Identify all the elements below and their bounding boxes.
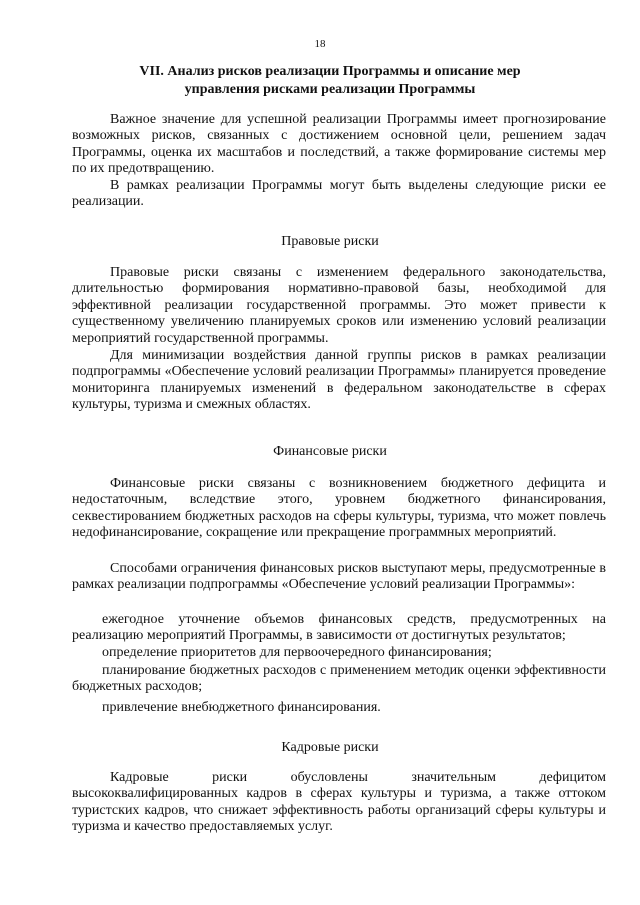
financial-measure-item-3: планирование бюджетных расходов с применением методик оценки эффективности бюджетных расходов; [72, 663, 606, 695]
section-title-line-1: VII. Анализ рисков реализации Программы и описание мер [139, 64, 521, 79]
legal-risks-heading: Правовые риски [281, 234, 379, 249]
intro-paragraph-2: В рамках реализации Программы могут быть выделены следующие риски ее реализации. [72, 178, 606, 210]
financial-measure-item-1: ежегодное уточнение объемов финансовых средств, предусмотренных на реализацию мероприятий Программы, в зависимости от достигнутых результатов; [72, 612, 606, 644]
financial-risks-paragraph-2: Способами ограничения финансовых рисков выступают меры, предусмотренные в рамках реализации подпрограммы «Обеспечение условий реализации Программы»: [72, 561, 606, 593]
financial-measure-item-4: привлечение внебюджетного финансирования. [102, 700, 381, 715]
financial-risks-heading: Финансовые риски [273, 444, 387, 459]
legal-risks-paragraph-2: Для минимизации воздействия данной группы рисков в рамках реализации подпрограммы «Обеспечение условий реализации Программы» планируется проведение мониторинга планируемых изменений в федеральном законодательстве в сферах культуры, туризма и смежных областях. [72, 348, 606, 413]
personnel-risks-paragraph-1: Кадровые риски обусловлены значительным дефицитом высококвалифицированных кадров в сферах культуры и туризма, а также оттоком туристских кадров, что снижает эффективность работы организаций сферы культуры и туризма и качество предоставляемых услуг. [72, 770, 606, 835]
financial-risks-paragraph-1: Финансовые риски связаны с возникновением бюджетного дефицита и недостаточным, вследствие этого, уровнем бюджетного финансирования, секвестированием бюджетных расходов на сферы культуры, туризма, что может повлечь недофинансирование, сокращение или прекращение программных мероприятий. [72, 476, 606, 541]
financial-measure-item-2: определение приоритетов для первоочередного финансирования; [102, 645, 492, 660]
intro-paragraph-1: Важное значение для успешной реализации Программы имеет прогнозирование возможных рисков, связанных с достижением основной цели, решением задач Программы, оценка их масштабов и последствий, а также формирование системы мер по их предотвращению. [72, 112, 606, 177]
legal-risks-paragraph-1: Правовые риски связаны с изменением федерального законодательства, длительностью формирования нормативно-правовой базы, необходимой для эффективной реализации государственной программы. Это может привести к существенному увеличению планируемых сроков или изменению условий реализации мероприятий государственной программы. [72, 265, 606, 346]
personnel-risks-heading: Кадровые риски [281, 740, 379, 755]
page-number: 18 [314, 38, 326, 50]
section-title-line-2: управления рисками реализации Программы [184, 82, 476, 97]
